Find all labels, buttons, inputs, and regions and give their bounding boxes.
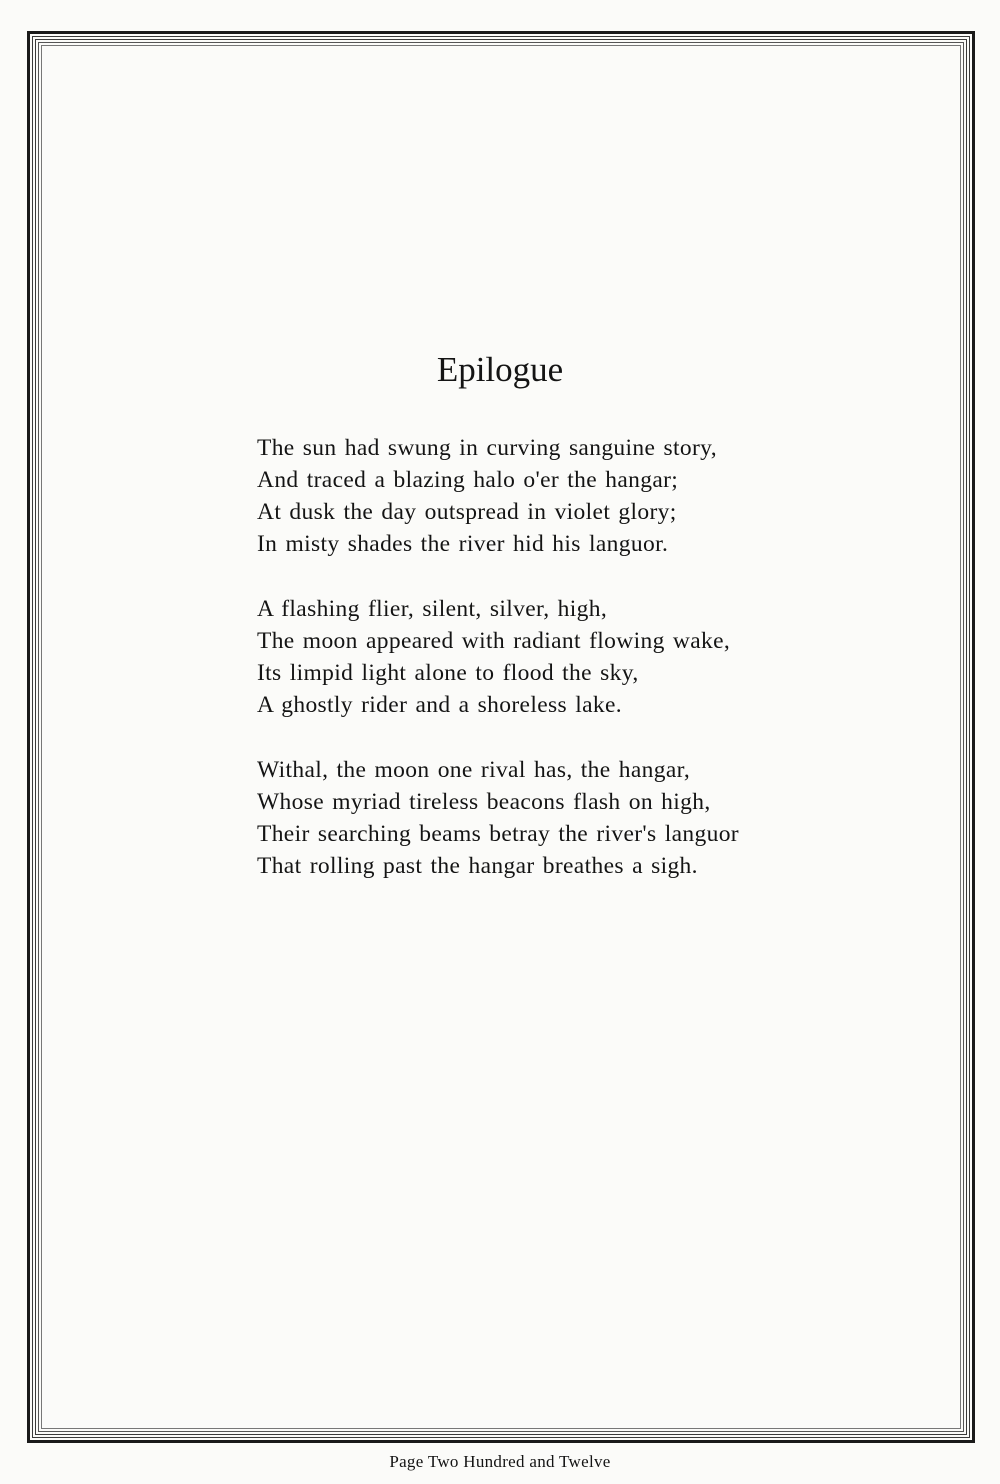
poem-line: Whose myriad tireless beacons flash on high, — [257, 789, 711, 815]
poem-line: The moon appeared with radiant flowing wake, — [257, 628, 731, 654]
poem-line: A flashing flier, silent, silver, high, — [257, 596, 608, 622]
stanza — [257, 593, 817, 721]
poem-line: And traced a blazing halo o'er the hangar; — [257, 467, 679, 493]
poem-line: A ghostly rider and a shoreless lake. — [257, 692, 622, 718]
poem-line: In misty shades the river hid his languor. — [257, 531, 669, 557]
poem-line: The sun had swung in curving sanguine story, — [257, 435, 717, 461]
poem-line: Their searching beams betray the river's languor — [257, 821, 739, 847]
poem-line: Withal, the moon one rival has, the hangar, — [257, 757, 691, 783]
poem-title: Epilogue — [436, 350, 564, 389]
poem-line: Its limpid light alone to flood the sky, — [257, 660, 639, 686]
stanza — [257, 432, 817, 560]
stanza — [257, 754, 817, 882]
page-number: Page Two Hundred and Twelve — [389, 1452, 611, 1471]
poem-body — [257, 432, 817, 915]
poem-line: At dusk the day outspread in violet glory; — [257, 499, 677, 525]
poem-line: That rolling past the hangar breathes a sigh. — [257, 853, 698, 879]
